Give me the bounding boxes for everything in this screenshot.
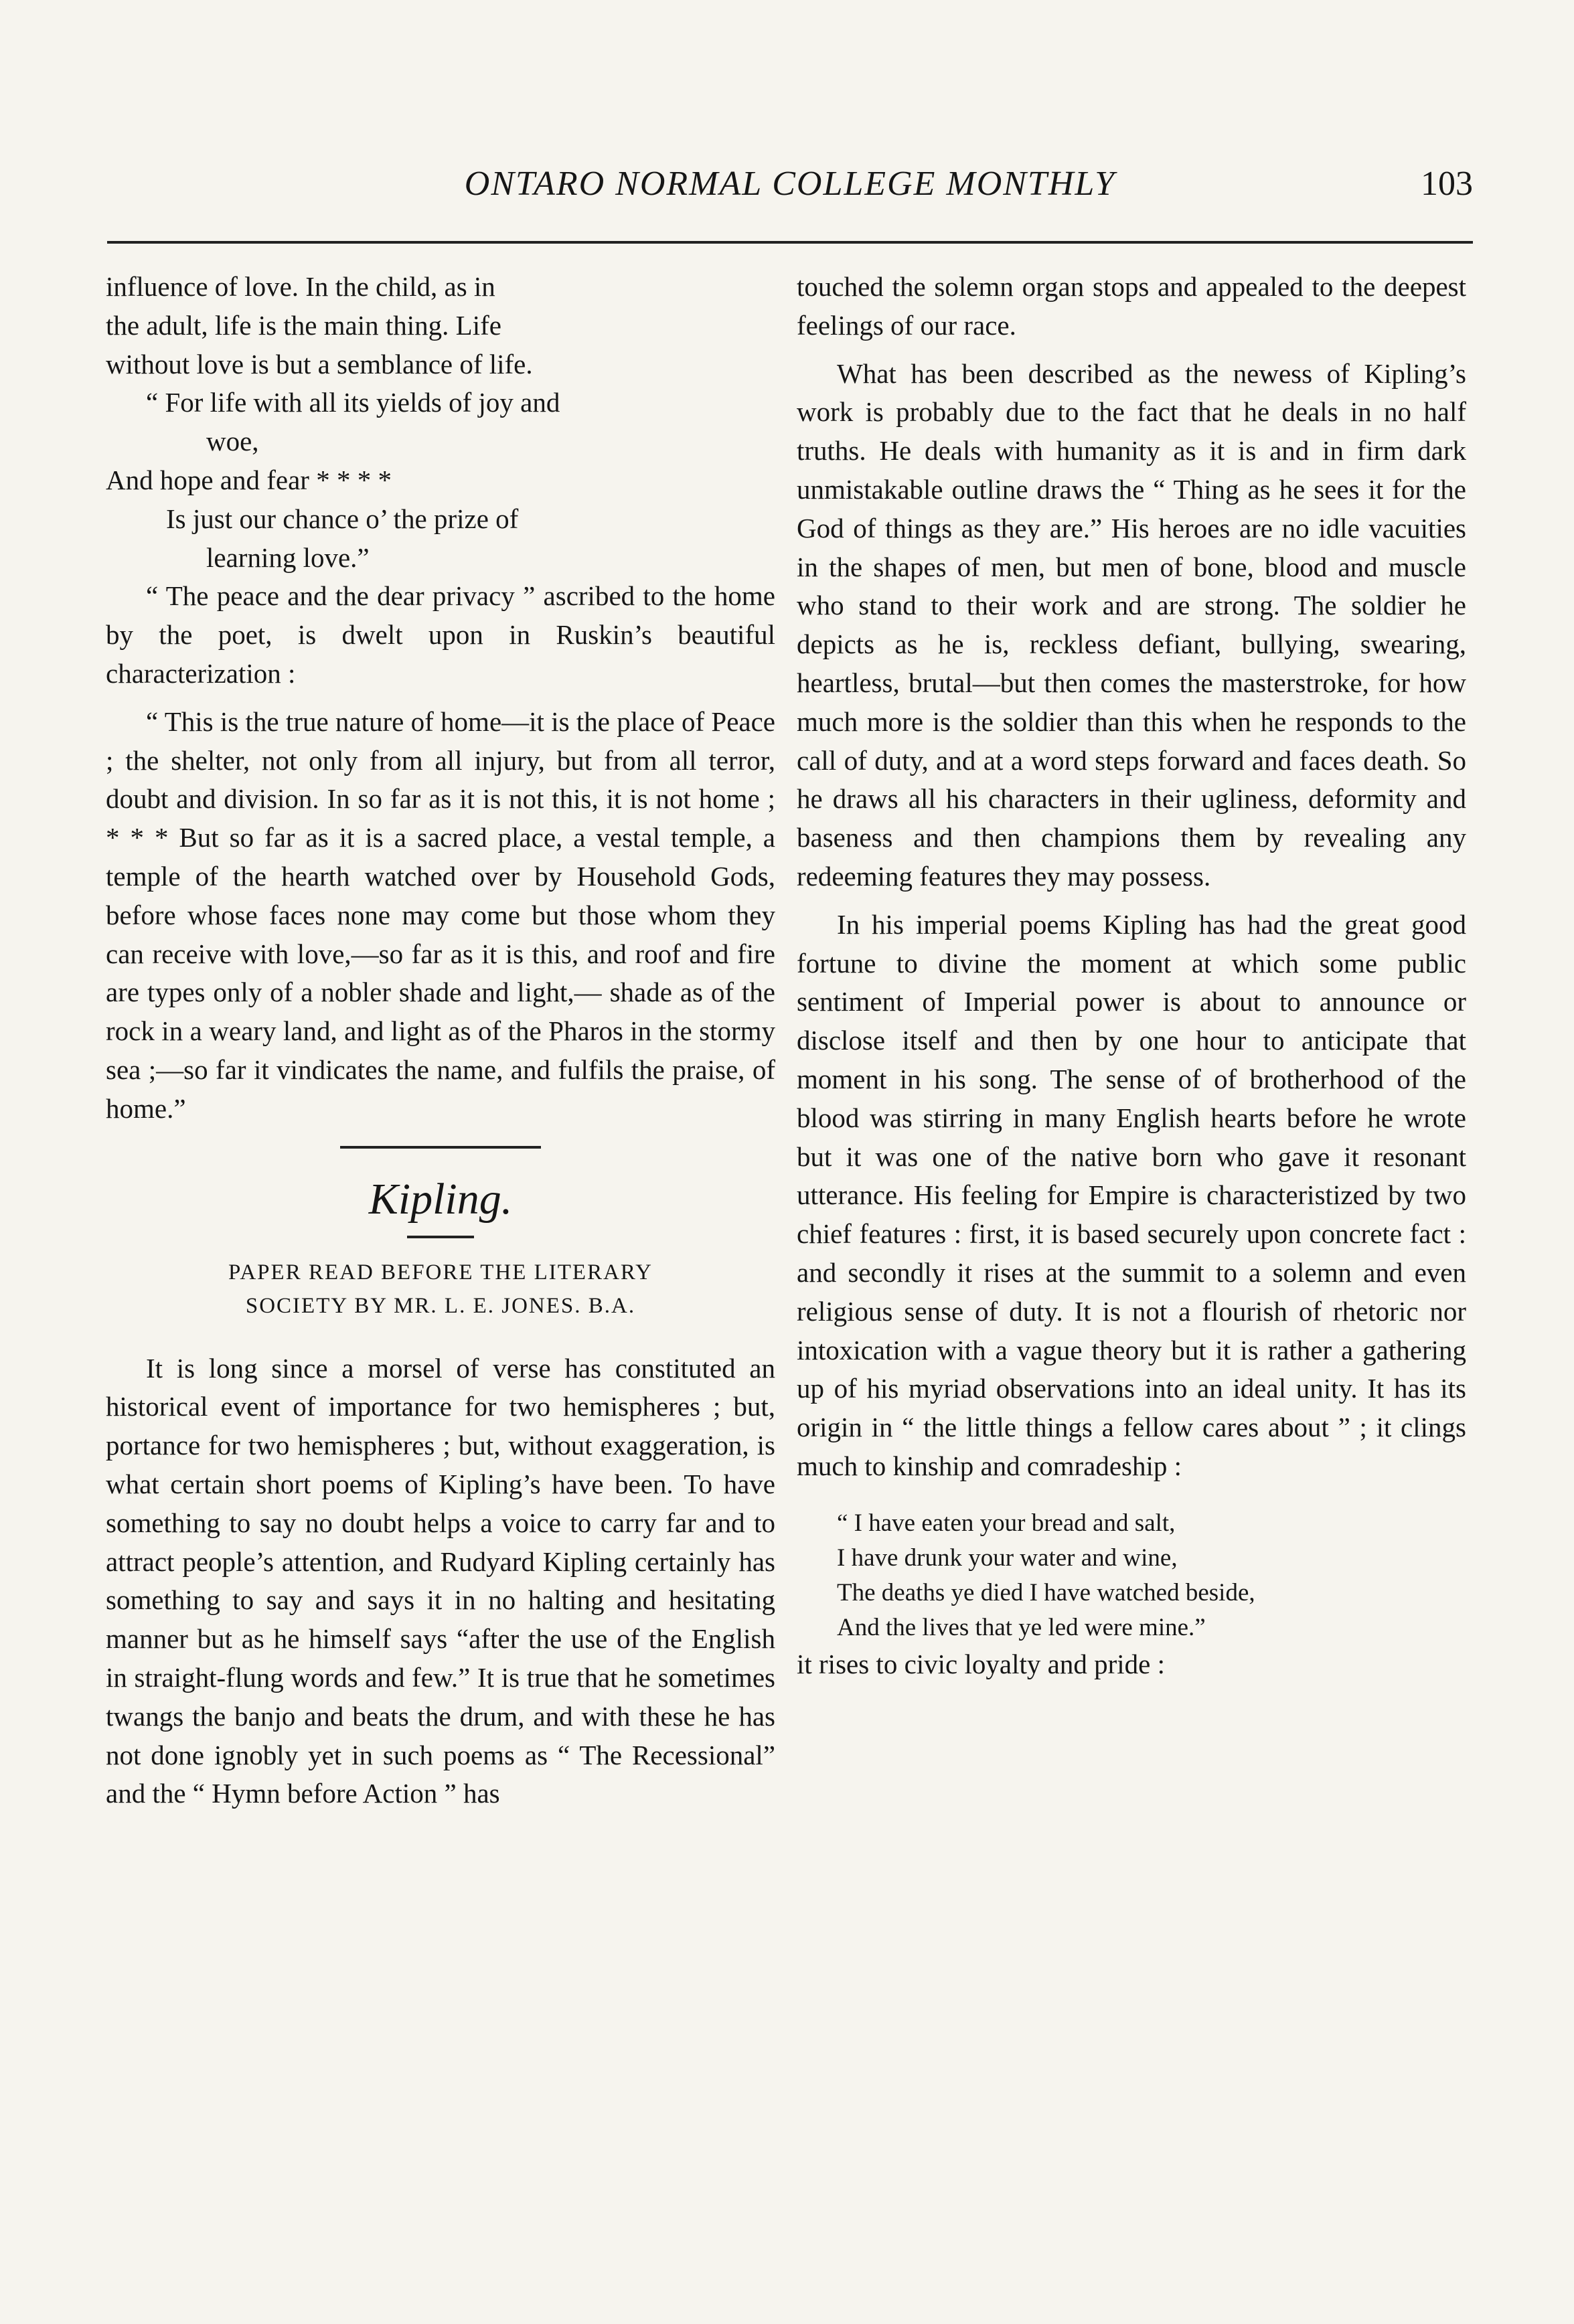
paragraph-newness: What has been described as the newess of Kipling’s work is probably due to the fact that he deals in no half truths. He deals with humanity as it is and in firm dark unmistakable outline draws the “ Thing as he sees it for the God of things as they are.” His heroes are no idle vacuities in the shapes of men, but men of bone, blood and muscle who stand to their work and are strong. The soldier he depicts as he is, reckless defiant, bullying, swearing, heartless, brutal—but then comes the masterstroke, for how much more is the soldier than this when he responds to the call of duty, and at a word steps forward and faces death. So he draws all his characters in their ugliness, deformity and baseness and then champions them by revealing any redeeming features they may possess. <box>797 357 1466 892</box>
section-divider <box>340 1146 541 1149</box>
verse-line: The deaths ye died I have watched beside, <box>837 1578 1255 1606</box>
byline-line-2: SOCIETY BY MR. L. E. JONES. B.A. <box>245 1293 636 1318</box>
left-column <box>106 268 775 1813</box>
section-title: Kipling. <box>368 1174 513 1224</box>
paragraph-love-line-1: influence of love. In the child, as in <box>106 271 495 302</box>
verse-line: And the lives that ye led were mine.” <box>837 1613 1206 1641</box>
running-head: ONTARO NORMAL COLLEGE MONTHLY <box>464 165 1116 203</box>
paragraph-civic-loyalty: it rises to civic loyalty and pride : <box>797 1648 1165 1679</box>
page-header <box>107 161 1473 214</box>
paragraph-ruskin-quote: “ This is the true nature of home—it is the place of Peace ; the shelter, not only from all injury, but from all terror, doubt and division. In so far as it is not this, it is not home ; * * * But so far as it is a sacred place, a vestal temple, a temple of the hearth watched over by Household Gods, before whose faces none may come but those whom they can receive with love,—so far as it is this, and roof and fire are types only of a nobler shade and light,— shade as of the rock in a weary land, and light as of the Pharos in the stormy sea ;—so far it vindicates the name, and fulfils the praise, of home.” <box>106 706 775 1124</box>
paragraph-love-line-3: without love is but a semblance of life. <box>106 348 533 380</box>
verse-line: I have drunk your water and wine, <box>837 1544 1178 1572</box>
paragraph-peace: “ The peace and the dear privacy ” ascribed to the home by the poet, is dwelt upon in Ruskin’s beautiful characterization : <box>106 580 775 689</box>
verse-line: And hope and fear * * * * <box>106 464 392 495</box>
paragraph-love-line-2: the adult, life is the main thing. Life <box>106 309 501 341</box>
right-column <box>797 268 1466 1684</box>
love-verse <box>106 384 775 577</box>
verse-line: learning love.” <box>206 542 370 573</box>
verse-line: woe, <box>206 426 259 457</box>
header-rule <box>107 241 1473 244</box>
paragraph-kipling-intro: It is long since a morsel of verse has constituted an historical event of importance for two hemispheres ; but, portance for two hemispheres ; but, without exaggeration, is what certain short poems of Kipling’s have been. To have something to say no doubt helps a voice to carry far and to attract people’s attention, and Rudyard Kipling certainly has something to say and says it in no halting and hesitating manner but as he himself says “after the use of the English in straight-flung words and few.” It is true that he sometimes twangs the banjo and beats the drum, and with these he has not done ignobly yet in such poems as “ The Recessional” and the “ Hymn before Action ” has <box>106 1352 775 1809</box>
verse-line: “ I have eaten your bread and salt, <box>837 1509 1176 1537</box>
verse-line: Is just our chance o’ the prize of <box>166 503 519 534</box>
page-number: 103 <box>1421 165 1473 203</box>
kinship-verse <box>797 1506 1466 1645</box>
paragraph-organ-stops: touched the solemn organ stops and appealed to the deepest feelings of our race. <box>797 271 1466 341</box>
paragraph-imperial-poems: In his imperial poems Kipling has had the great good fortune to divine the moment at which some public sentiment of Imperial power is about to announce or disclose itself and then by one hour to anticipate that moment in his song. The sense of of brotherhood of the blood was stirring in many English hearts before he wrote but it was one of the native born who gave it resonant utterance. His feeling for Empire is characteristized by two chief features : first, it is based securely upon concrete fact : and secondly it rises at the summit to a solemn and even religious sense of duty. It is not a flourish of rhetoric nor intoxication with a vague theory but it is rather a gathering up of his myriad observations into an ideal unity. It has its origin in “ the little things a fellow cares about ” ; it clings much to kinship and comradeship : <box>797 908 1466 1481</box>
verse-line: “ For life with all its yields of joy and <box>146 387 560 418</box>
byline-line-1: PAPER READ BEFORE THE LITERARY <box>228 1260 653 1284</box>
title-rule <box>407 1236 474 1238</box>
